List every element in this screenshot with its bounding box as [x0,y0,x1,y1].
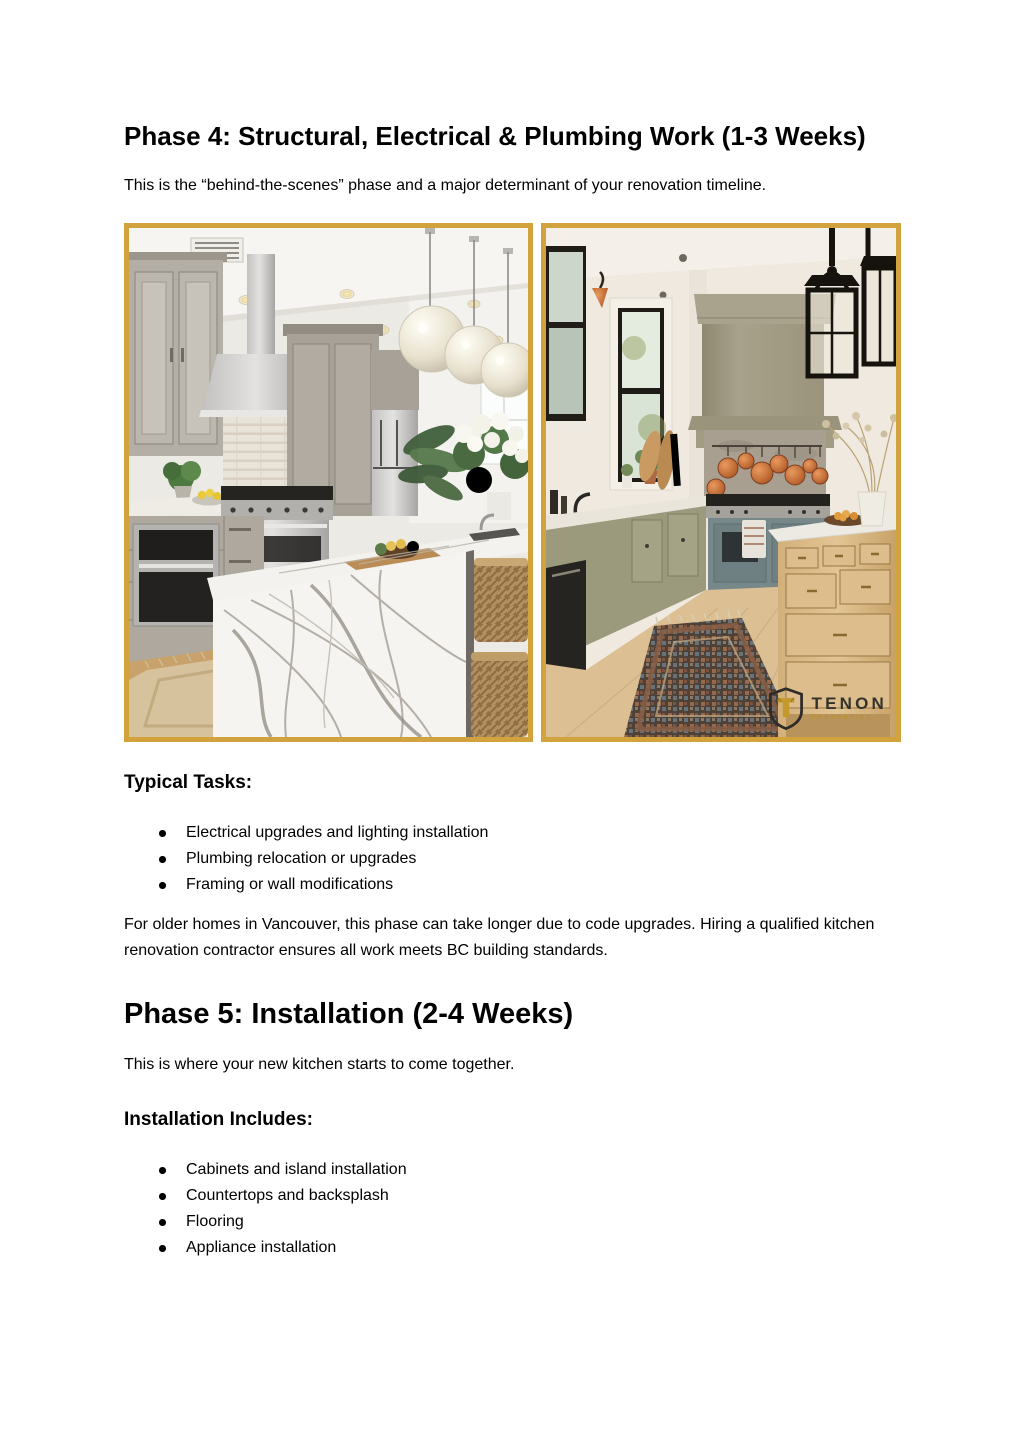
list-item: Electrical upgrades and lighting installation [124,820,901,846]
kitchen-photo-left-art [129,228,528,737]
installation-includes-list [124,1157,901,1261]
tenon-logo [767,686,888,730]
left-photo-room [129,228,528,737]
typical-tasks-heading: Typical Tasks: [124,772,253,793]
installation-includes-heading: Installation Includes: [124,1109,313,1130]
kitchen-photo-right [541,223,901,742]
typical-tasks-list [124,820,901,898]
kitchen-photo-right-art [546,228,896,737]
list-item: Cabinets and island installation [124,1157,901,1183]
logo-subtitle: PROPERTIES [811,714,873,721]
copper-pots [704,430,828,497]
list-item: Plumbing relocation or upgrades [124,846,901,872]
right-photo-room [546,228,896,737]
tenon-logo-text [812,695,888,721]
phase4-note: For older homes in Vancouver, this phase can take longer due to code upgrades. Hiring a qualified kitchen renovation contractor ensures all work meets BC building standards. [124,916,875,959]
left-window [546,246,590,429]
list-item: Appliance installation [124,1235,901,1261]
list-item: Framing or wall modifications [124,872,901,898]
kitchen-photo-left [124,223,533,742]
phase5-heading: Phase 5: Installation (2-4 Weeks) [124,998,574,1030]
tenon-shield-icon [767,686,805,730]
phase4-heading: Phase 4: Structural, Electrical & Plumbing Work (1-3 Weeks) [124,121,866,151]
logo-name: TENON [811,694,887,714]
list-item: Countertops and backsplash [124,1183,901,1209]
upper-cabinets [129,252,227,456]
kitchen-photos-row [124,223,901,742]
phase4-intro: This is the “behind-the-scenes” phase and a major determinant of your renovation timeline. [124,177,767,194]
phase5-intro: This is where your new kitchen starts to come together. [124,1056,515,1073]
refrigerator [371,350,419,516]
list-item: Flooring [124,1209,901,1235]
